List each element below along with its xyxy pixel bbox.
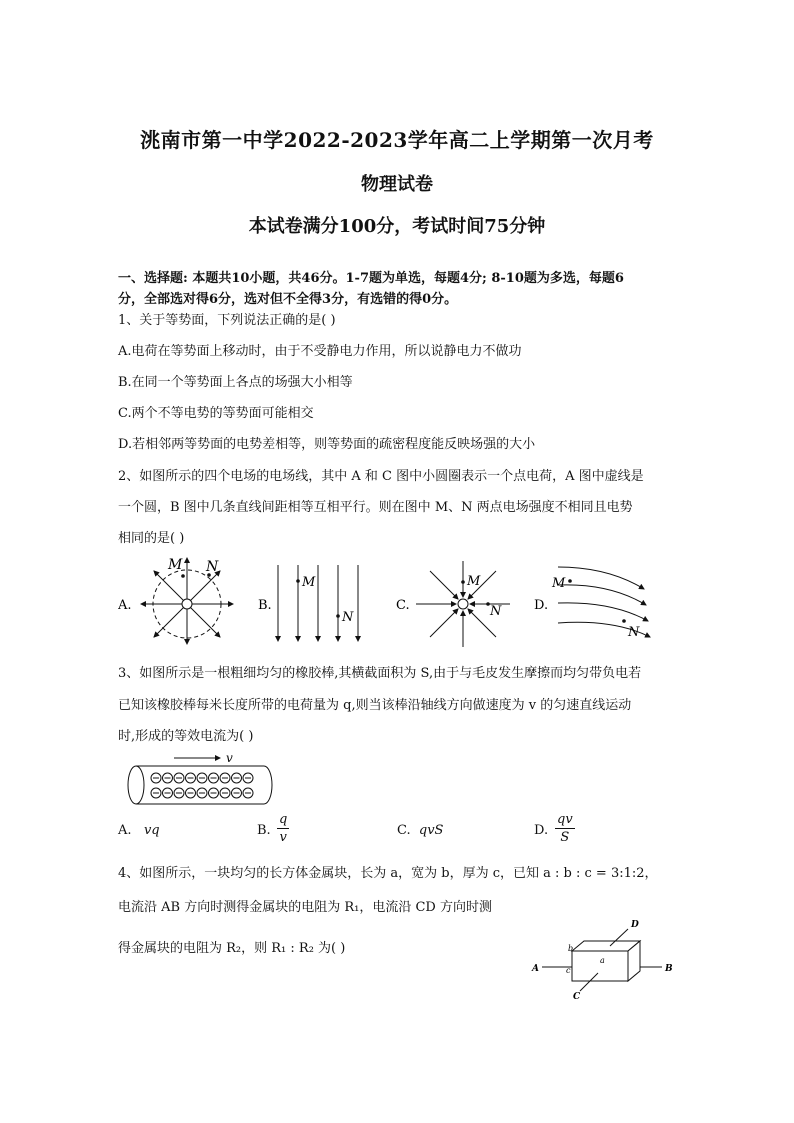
section1-line2: 分，全部选对得6分，选对但不全得3分，有选错的得0分。 xyxy=(118,292,458,307)
q2-label-b: B. xyxy=(258,598,272,613)
q3-option-a: A. vq xyxy=(118,823,160,838)
q3-option-c: C. qvS xyxy=(397,823,444,838)
q2-figure-a xyxy=(141,557,233,644)
q4-label-c: c xyxy=(566,966,571,975)
q4-label-C: C xyxy=(573,992,581,1002)
q2-stem-line2: 一个圆，B 图中几条直线间距相等互相平行。则在图中 M、N 两点电场强度不相同且电势 xyxy=(118,500,633,515)
q2-b-n: N xyxy=(342,610,354,625)
q2-label-d: D. xyxy=(534,598,549,613)
q3-option-d-fraction: qv S xyxy=(557,812,573,845)
q3-stem-line2: 已知该橡胶棒每米长度所带的电荷量为 q,则当该棒沿轴线方向做速度为 v 的匀速直线运动 xyxy=(118,698,632,713)
q2-c-n: N xyxy=(490,604,502,619)
q3-option-d-label: D. xyxy=(534,823,549,838)
q3-rod-figure xyxy=(124,750,284,810)
q3-stem-line1: 3、如图所示是一根粗细均匀的橡胶棒,其横截面积为 S,由于与毛皮发生摩擦而均匀带负电若 xyxy=(118,666,642,681)
q4-label-B: B xyxy=(665,964,673,974)
q2-a-m: M xyxy=(168,557,183,573)
q2-d-m: M xyxy=(552,576,566,591)
q1-option-b: B.在同一个等势面上各点的场强大小相等 xyxy=(118,375,353,390)
q2-c-m: M xyxy=(467,574,481,589)
q4-stem-line2: 电流沿 AB 方向时测得金属块的电阻为 R₁，电流沿 CD 方向时测 xyxy=(118,900,492,915)
q4-label-b: b xyxy=(568,944,574,953)
q2-figures xyxy=(118,553,678,648)
q1-option-a: A.电荷在等势面上移动时，由于不受静电力作用，所以说静电力不做功 xyxy=(118,344,522,359)
q2-label-a: A. xyxy=(118,598,132,613)
q2-stem-line3: 相同的是( ) xyxy=(118,531,185,546)
section1-line1: 一、选择题: 本题共10小题，共46分。1-7题为单选，每题4分; 8-10题为多选，每题6 xyxy=(118,271,624,286)
q1-option-c: C.两个不等电势的等势面可能相交 xyxy=(118,406,314,421)
q4-label-a: a xyxy=(600,956,605,965)
q2-figure-b xyxy=(278,565,358,641)
q2-label-c: C. xyxy=(396,598,410,613)
q3-velocity-label: v xyxy=(226,751,233,765)
q2-a-n: N xyxy=(206,559,219,575)
q1-stem: 1、关于等势面，下列说法正确的是( ) xyxy=(118,313,336,328)
q3-option-b-fraction: q v xyxy=(279,812,288,845)
q2-b-m: M xyxy=(302,575,316,590)
q4-stem-line1: 4、如图所示，一块均匀的长方体金属块，长为 a，宽为 b，厚为 c，已知 a : b : c = 3:1:2， xyxy=(118,866,658,881)
q2-d-n: N xyxy=(628,625,640,640)
exam-subject: 物理试卷 xyxy=(361,174,433,195)
q2-figure-d xyxy=(551,567,650,640)
exam-info: 本试卷满分100分，考试时间75分钟 xyxy=(248,216,546,237)
q2-stem-line1: 2、如图所示的四个电场的电场线，其中 A 和 C 图中小圆圈表示一个点电荷，A 图中虚线是 xyxy=(118,469,644,484)
q4-label-D: D xyxy=(631,920,639,930)
q3-stem-line3: 时,形成的等效电流为( ) xyxy=(118,729,254,744)
q1-option-d: D.若相邻两等势面的电势差相等，则等势面的疏密程度能反映场强的大小 xyxy=(118,437,536,452)
q3-option-b-label: B. xyxy=(257,823,271,838)
q4-label-A: A xyxy=(532,964,539,974)
q4-stem-line3: 得金属块的电阻为 R₂，则 R₁ : R₂ 为( ) xyxy=(118,941,346,956)
q4-block-figure xyxy=(528,915,688,1005)
q2-figure-c xyxy=(416,561,510,647)
exam-title: 洮南市第一中学2022-2023学年高二上学期第一次月考 xyxy=(140,128,654,152)
